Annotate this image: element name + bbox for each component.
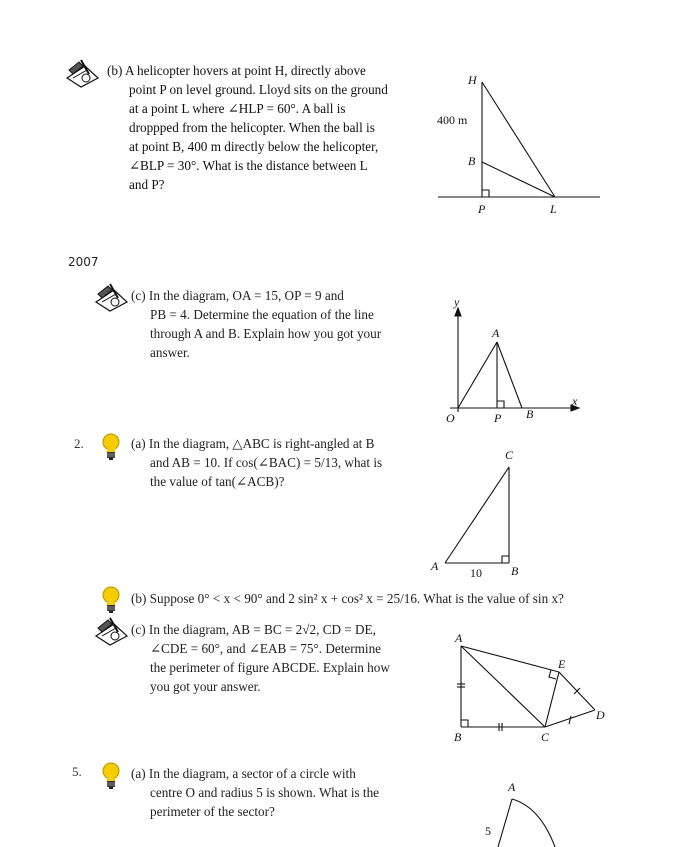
lightbulb-icon [100, 761, 122, 791]
tools-icon [63, 56, 101, 90]
label-a: A [431, 559, 439, 573]
problem-line: centre O and radius 5 is shown. What is the [150, 785, 380, 800]
sector-diagram [470, 775, 580, 847]
problem-line: the value of tan(∠ACB)? [150, 474, 285, 489]
problem-line: at point B, 400 m directly below the helicopter, [129, 139, 379, 154]
year-label: 2007 [68, 255, 99, 269]
helicopter-diagram [430, 70, 605, 220]
problem-line: droppped from the helicopter. When the ball is [129, 120, 375, 135]
label-400m: 400 m [437, 113, 468, 127]
label-c: C [541, 730, 550, 744]
label-b: B [454, 730, 462, 744]
problem-line: you got your answer. [150, 679, 261, 694]
problem-perimeter [131, 620, 427, 696]
problem-line: at a point L where ∠HLP = 60°. A ball is [129, 101, 346, 116]
problem-tan-acb [131, 434, 411, 491]
lightbulb-icon [100, 585, 122, 615]
label-b: B [511, 564, 519, 578]
label-b: B [526, 407, 534, 421]
label-p: P [478, 202, 486, 216]
problem-line: ∠CDE = 60°, and ∠EAB = 75°. Determine [150, 641, 382, 656]
problem-line: the perimeter of figure ABCDE. Explain how [150, 660, 390, 675]
question-number: 5. [72, 764, 82, 779]
pentagon-abcde-diagram [445, 628, 610, 748]
label-5: 5 [485, 824, 491, 838]
label-y: y [454, 300, 460, 309]
problem-sine: (b) Suppose 0° < x < 90° and 2 sin² x + cos² x = 25/16. What is the value of sin x? [131, 591, 564, 606]
triangle-abc-diagram [425, 445, 535, 580]
problem-line: (b) A helicopter hovers at point H, directly above [107, 63, 366, 78]
tools-icon [92, 280, 130, 314]
problem-line: (a) In the diagram, △ABC is right-angled at B [131, 436, 375, 451]
problem-line: ∠BLP = 30°. What is the distance between L [129, 158, 368, 173]
label-c: C [505, 448, 514, 462]
problem-line: (a) In the diagram, a sector of a circle with [131, 766, 356, 781]
tools-icon [92, 614, 130, 648]
problem-line-equation [131, 286, 409, 362]
label-a: A [455, 631, 463, 645]
problem-sector [131, 764, 436, 821]
problem-line: point P on level ground. Lloyd sits on the ground [129, 82, 388, 97]
label-a: A [508, 780, 516, 794]
problem-line: (c) In the diagram, AB = BC = 2√2, CD = DE, [131, 622, 376, 637]
problem-helicopter [107, 61, 412, 194]
label-10: 10 [470, 566, 482, 580]
label-a: A [492, 326, 500, 340]
question-number: 2. [74, 436, 84, 451]
problem-line: perimeter of the sector? [150, 804, 275, 819]
label-p: P [494, 411, 502, 425]
label-e: E [558, 657, 566, 671]
problem-line: PB = 4. Determine the equation of the line [150, 307, 374, 322]
problem-line: and AB = 10. If cos(∠BAC) = 5/13, what is [150, 455, 383, 470]
label-h: H [468, 73, 477, 87]
problem-line: answer. [150, 345, 190, 360]
label-l: L [550, 202, 557, 216]
label-b: B [468, 154, 476, 168]
problem-line: through A and B. Explain how you got your [150, 326, 382, 341]
label-o: O [446, 411, 455, 425]
problem-line: (c) In the diagram, OA = 15, OP = 9 and [131, 288, 344, 303]
lightbulb-icon [100, 432, 122, 462]
label-x: x [572, 394, 578, 408]
problem-line: and P? [129, 177, 165, 192]
line-equation-diagram [440, 300, 590, 425]
label-d: D [596, 708, 605, 722]
